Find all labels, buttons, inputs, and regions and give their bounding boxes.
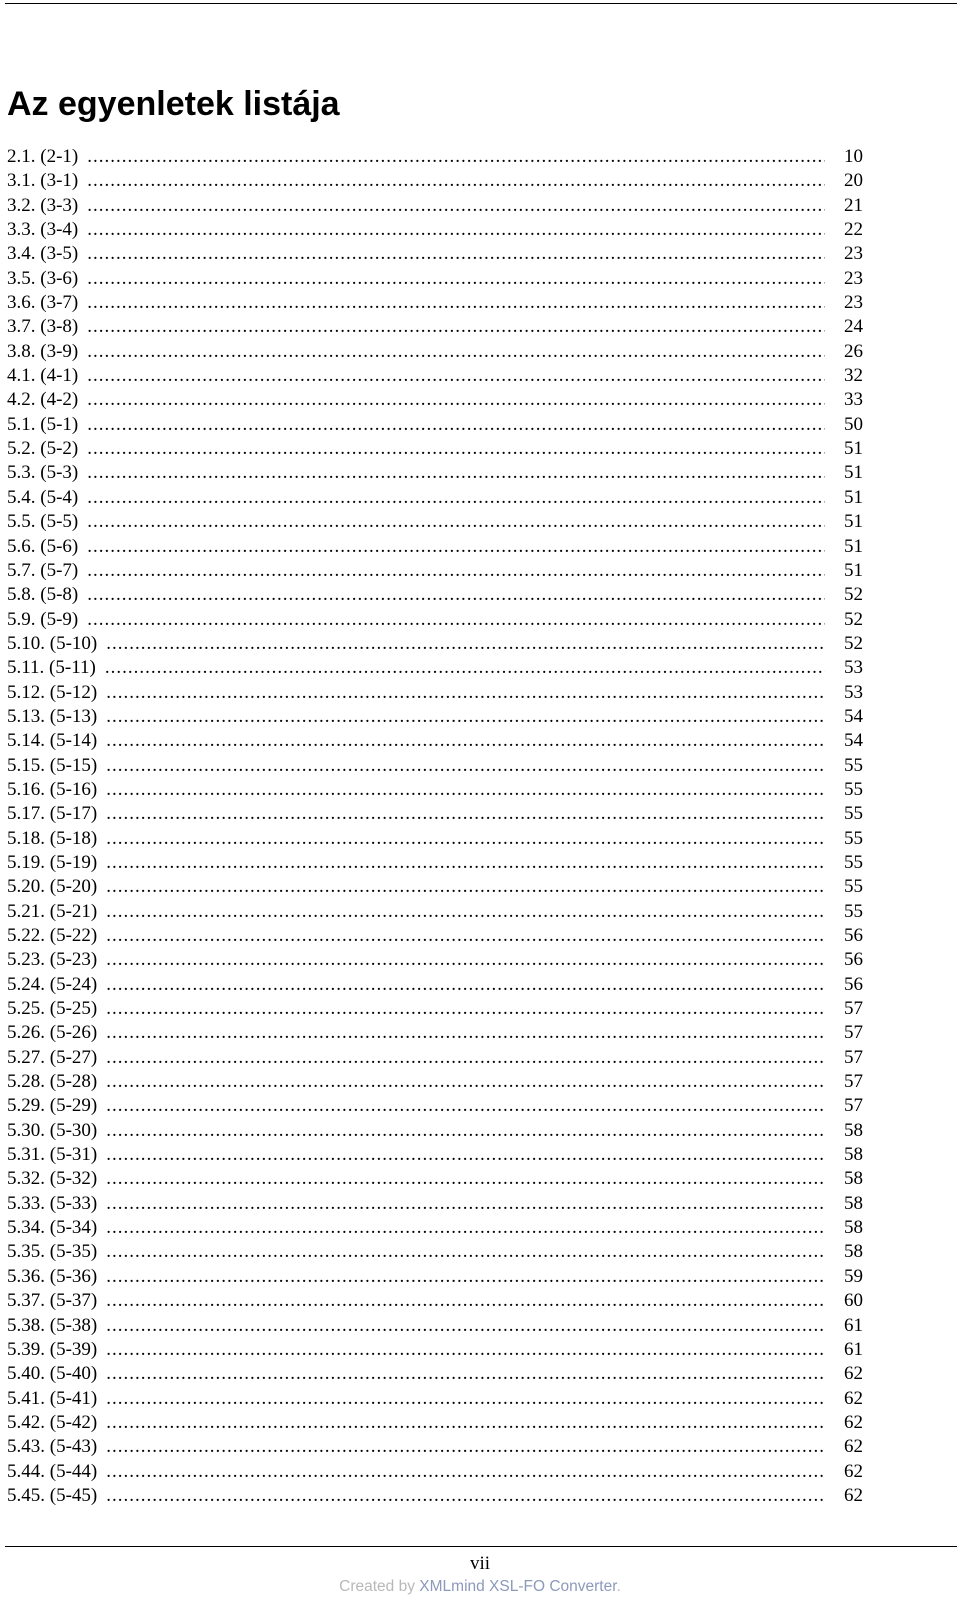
toc-entry-leader <box>106 1411 825 1435</box>
toc-entry-label: 5.20. (5-20) <box>7 876 98 898</box>
toc-entry[interactable] <box>7 729 863 753</box>
equation-list <box>7 145 863 1508</box>
toc-entry-label: 5.45. (5-45) <box>7 1484 98 1506</box>
toc-entry-page-number: 56 <box>844 925 863 946</box>
toc-entry-leader <box>106 1435 825 1459</box>
toc-entry[interactable] <box>7 1240 863 1264</box>
toc-entry[interactable] <box>7 778 863 802</box>
toc-entry-page-number: 57 <box>844 998 863 1020</box>
toc-entry-page-number: 55 <box>844 876 863 898</box>
toc-entry-leader <box>87 169 825 193</box>
toc-entry[interactable] <box>7 535 863 559</box>
toc-entry[interactable] <box>7 754 863 778</box>
toc-entry-page-number: 32 <box>844 365 863 387</box>
toc-entry-page-number: 57 <box>844 1071 863 1093</box>
toc-entry-leader <box>106 681 825 705</box>
toc-entry-page-number: 52 <box>844 584 863 606</box>
toc-entry-leader <box>106 1216 825 1240</box>
toc-entry-page-number: 55 <box>844 900 863 922</box>
toc-entry-label: 5.18. (5-18) <box>7 827 98 849</box>
toc-entry-label: 3.7. (3-8) <box>7 316 79 338</box>
toc-entry-label: 5.11. (5-11) <box>7 657 96 679</box>
toc-entry[interactable] <box>7 145 863 169</box>
footer-rule <box>5 1546 957 1547</box>
toc-entry[interactable] <box>7 1435 863 1459</box>
toc-entry-leader <box>106 1314 825 1338</box>
toc-entry-leader <box>87 413 825 437</box>
toc-entry-label: 5.27. (5-27) <box>7 1046 98 1068</box>
toc-entry-leader <box>106 1240 825 1264</box>
created-by-product: XMLmind XSL-FO Converter <box>419 1578 617 1595</box>
toc-entry[interactable] <box>7 291 863 315</box>
toc-entry-leader <box>106 1460 825 1484</box>
toc-entry-label: 5.3. (5-3) <box>7 462 79 484</box>
toc-entry[interactable] <box>7 681 863 705</box>
toc-entry-label: 5.21. (5-21) <box>7 900 98 922</box>
toc-entry[interactable] <box>7 1484 863 1508</box>
toc-entry-page-number: 61 <box>844 1314 863 1336</box>
toc-entry-label: 5.35. (5-35) <box>7 1241 98 1263</box>
toc-entry-leader <box>87 291 825 315</box>
toc-entry-label: 4.1. (4-1) <box>7 365 79 387</box>
toc-entry-page-number: 62 <box>844 1363 863 1385</box>
toc-entry-label: 5.42. (5-42) <box>7 1411 98 1433</box>
toc-entry-label: 5.29. (5-29) <box>7 1095 98 1117</box>
toc-entry[interactable] <box>7 218 863 242</box>
toc-entry[interactable] <box>7 802 863 826</box>
toc-entry-page-number: 58 <box>844 1241 863 1263</box>
toc-entry[interactable] <box>7 1119 863 1143</box>
toc-entry[interactable] <box>7 1265 863 1289</box>
toc-entry-leader <box>87 242 825 266</box>
toc-entry[interactable] <box>7 364 863 388</box>
toc-entry[interactable] <box>7 388 863 412</box>
toc-entry-page-number: 60 <box>844 1290 863 1312</box>
toc-entry[interactable] <box>7 1143 863 1167</box>
toc-entry-label: 5.17. (5-17) <box>7 803 98 825</box>
toc-entry[interactable] <box>7 948 863 972</box>
page-title: Az egyenletek listája <box>7 85 340 123</box>
toc-entry-leader <box>106 1070 825 1094</box>
toc-entry[interactable] <box>7 1314 863 1338</box>
toc-entry-page-number: 51 <box>844 486 863 508</box>
toc-entry-label: 5.5. (5-5) <box>7 511 79 533</box>
toc-entry[interactable] <box>7 900 863 924</box>
toc-entry-label: 5.15. (5-15) <box>7 754 98 776</box>
toc-entry-leader <box>105 656 825 680</box>
toc-entry-page-number: 55 <box>844 803 863 825</box>
toc-entry-page-number: 56 <box>844 973 863 995</box>
toc-entry[interactable] <box>7 169 863 193</box>
toc-entry-leader <box>106 1192 825 1216</box>
toc-entry-label: 5.40. (5-40) <box>7 1363 98 1385</box>
toc-entry-page-number: 55 <box>844 851 863 873</box>
toc-entry[interactable] <box>7 315 863 339</box>
toc-entry-leader <box>87 194 825 218</box>
toc-entry-leader <box>87 583 825 607</box>
toc-entry[interactable] <box>7 973 863 997</box>
toc-entry-label: 3.4. (3-5) <box>7 243 79 265</box>
toc-entry-page-number: 21 <box>844 194 863 216</box>
toc-entry-leader <box>106 1362 825 1386</box>
toc-entry[interactable] <box>7 1070 863 1094</box>
toc-entry-page-number: 54 <box>844 730 863 752</box>
toc-entry-leader <box>87 486 825 510</box>
toc-entry-label: 5.30. (5-30) <box>7 1119 98 1141</box>
toc-entry-page-number: 62 <box>844 1460 863 1482</box>
toc-entry-page-number: 57 <box>844 1095 863 1117</box>
toc-entry-label: 5.12. (5-12) <box>7 681 98 703</box>
toc-entry-leader <box>106 924 825 948</box>
toc-entry-leader <box>106 705 825 729</box>
toc-entry-page-number: 62 <box>844 1436 863 1458</box>
toc-entry[interactable] <box>7 486 863 510</box>
toc-entry-leader <box>106 973 825 997</box>
page-number: vii <box>469 1553 491 1574</box>
toc-entry-leader <box>106 1119 825 1143</box>
toc-entry-leader <box>87 608 825 632</box>
toc-entry-label: 5.25. (5-25) <box>7 998 98 1020</box>
toc-entry-page-number: 56 <box>844 949 863 971</box>
toc-entry-page-number: 53 <box>844 657 863 679</box>
toc-entry-page-number: 22 <box>844 219 863 241</box>
toc-entry-page-number: 58 <box>844 1217 863 1239</box>
toc-entry-page-number: 10 <box>844 146 863 167</box>
toc-entry-leader <box>106 1046 825 1070</box>
toc-entry-page-number: 53 <box>844 681 863 703</box>
toc-entry-leader <box>106 1143 825 1167</box>
toc-entry-label: 4.2. (4-2) <box>7 389 79 411</box>
toc-entry-page-number: 20 <box>844 170 863 192</box>
toc-entry-page-number: 58 <box>844 1192 863 1214</box>
toc-entry-page-number: 23 <box>844 243 863 265</box>
toc-entry-page-number: 57 <box>844 1046 863 1068</box>
toc-entry-label: 5.38. (5-38) <box>7 1314 98 1336</box>
toc-entry[interactable] <box>7 1460 863 1484</box>
toc-entry[interactable] <box>7 1094 863 1118</box>
toc-entry-leader <box>106 1167 825 1191</box>
toc-entry-page-number: 57 <box>844 1022 863 1044</box>
toc-entry[interactable] <box>7 827 863 851</box>
toc-entry-leader <box>106 1387 825 1411</box>
toc-entry-leader <box>106 1265 825 1289</box>
toc-entry-leader <box>87 388 825 412</box>
toc-entry-leader <box>106 997 825 1021</box>
toc-entry[interactable] <box>7 1216 863 1240</box>
toc-entry-label: 5.4. (5-4) <box>7 486 79 508</box>
toc-entry-leader <box>106 1289 825 1313</box>
toc-entry[interactable] <box>7 1167 863 1191</box>
toc-entry-label: 5.2. (5-2) <box>7 438 79 460</box>
toc-entry[interactable] <box>7 583 863 607</box>
toc-entry-label: 5.43. (5-43) <box>7 1436 98 1458</box>
toc-entry[interactable] <box>7 1411 863 1435</box>
toc-entry-leader <box>87 145 825 169</box>
toc-entry-page-number: 51 <box>844 438 863 460</box>
toc-entry-leader <box>106 900 825 924</box>
toc-entry-label: 5.13. (5-13) <box>7 705 98 727</box>
toc-entry-page-number: 26 <box>844 340 863 362</box>
toc-entry-label: 5.32. (5-32) <box>7 1168 98 1190</box>
toc-entry-label: 5.23. (5-23) <box>7 949 98 971</box>
toc-entry[interactable] <box>7 340 863 364</box>
toc-entry-label: 3.5. (3-6) <box>7 267 79 289</box>
toc-entry-leader <box>106 754 825 778</box>
toc-entry-label: 3.2. (3-3) <box>7 194 79 216</box>
toc-entry-leader <box>87 535 825 559</box>
toc-entry-label: 5.39. (5-39) <box>7 1338 98 1360</box>
toc-entry-label: 5.36. (5-36) <box>7 1265 98 1287</box>
toc-entry-label: 5.34. (5-34) <box>7 1217 98 1239</box>
toc-entry-label: 3.3. (3-4) <box>7 219 79 241</box>
toc-entry[interactable] <box>7 1362 863 1386</box>
toc-entry[interactable] <box>7 559 863 583</box>
toc-entry-leader <box>106 1338 825 1362</box>
toc-entry[interactable] <box>7 608 863 632</box>
toc-entry-label: 5.26. (5-26) <box>7 1022 98 1044</box>
toc-entry-leader <box>87 510 825 534</box>
created-by-suffix: . <box>616 1578 621 1595</box>
toc-entry-label: 5.8. (5-8) <box>7 584 79 606</box>
toc-entry[interactable] <box>7 656 863 680</box>
toc-entry[interactable] <box>7 875 863 899</box>
toc-entry[interactable] <box>7 1338 863 1362</box>
toc-entry-page-number: 33 <box>844 389 863 411</box>
toc-entry[interactable] <box>7 242 863 266</box>
toc-entry-leader <box>106 827 825 851</box>
toc-entry-label: 5.10. (5-10) <box>7 632 98 654</box>
toc-entry-leader <box>87 437 825 461</box>
toc-entry-leader <box>106 1484 825 1508</box>
toc-entry[interactable] <box>7 267 863 291</box>
toc-entry-page-number: 58 <box>844 1168 863 1190</box>
toc-entry-label: 5.37. (5-37) <box>7 1290 98 1312</box>
toc-entry-label: 5.1. (5-1) <box>7 413 79 435</box>
toc-entry-page-number: 59 <box>844 1265 863 1287</box>
toc-entry-leader <box>106 851 825 875</box>
header-rule <box>5 3 957 4</box>
toc-entry-leader <box>87 267 825 291</box>
toc-entry-leader <box>87 461 825 485</box>
toc-entry-leader <box>106 1021 825 1045</box>
toc-entry-page-number: 58 <box>844 1119 863 1141</box>
toc-entry-label: 5.33. (5-33) <box>7 1192 98 1214</box>
toc-entry-leader <box>87 340 825 364</box>
toc-entry-page-number: 61 <box>844 1338 863 1360</box>
toc-entry-page-number: 51 <box>844 511 863 533</box>
toc-entry-label: 5.31. (5-31) <box>7 1144 98 1166</box>
toc-entry-label: 5.7. (5-7) <box>7 559 79 581</box>
toc-entry-page-number: 52 <box>844 608 863 630</box>
toc-entry-leader <box>87 364 825 388</box>
toc-entry-page-number: 51 <box>844 535 863 557</box>
toc-entry[interactable] <box>7 413 863 437</box>
toc-entry-page-number: 24 <box>844 316 863 338</box>
toc-entry[interactable] <box>7 1046 863 1070</box>
toc-entry-leader <box>106 729 825 753</box>
toc-entry-label: 2.1. (2-1) <box>7 146 79 167</box>
toc-entry[interactable] <box>7 1387 863 1411</box>
toc-entry-page-number: 52 <box>844 632 863 654</box>
toc-entry[interactable] <box>7 510 863 534</box>
toc-entry[interactable] <box>7 461 863 485</box>
toc-entry-label: 5.24. (5-24) <box>7 973 98 995</box>
created-by-prefix: Created by <box>339 1578 420 1595</box>
toc-entry-leader <box>87 559 825 583</box>
toc-entry-label: 5.44. (5-44) <box>7 1460 98 1482</box>
toc-entry-label: 5.22. (5-22) <box>7 925 98 946</box>
toc-entry-leader <box>106 875 825 899</box>
toc-entry-leader <box>106 802 825 826</box>
toc-entry-label: 5.14. (5-14) <box>7 730 98 752</box>
toc-entry-leader <box>87 218 825 242</box>
toc-entry-page-number: 55 <box>844 754 863 776</box>
toc-entry[interactable] <box>7 194 863 218</box>
toc-entry[interactable] <box>7 997 863 1021</box>
toc-entry-page-number: 62 <box>844 1387 863 1409</box>
toc-entry-page-number: 55 <box>844 827 863 849</box>
toc-entry-label: 5.19. (5-19) <box>7 851 98 873</box>
toc-entry-page-number: 51 <box>844 462 863 484</box>
toc-entry-page-number: 62 <box>844 1411 863 1433</box>
toc-entry[interactable] <box>7 1021 863 1045</box>
toc-entry-page-number: 23 <box>844 292 863 314</box>
toc-entry-label: 5.9. (5-9) <box>7 608 79 630</box>
toc-entry[interactable] <box>7 437 863 461</box>
toc-entry-label: 5.41. (5-41) <box>7 1387 98 1409</box>
toc-entry-label: 5.28. (5-28) <box>7 1071 98 1093</box>
toc-entry-label: 3.8. (3-9) <box>7 340 79 362</box>
toc-entry-page-number: 51 <box>844 559 863 581</box>
toc-entry-page-number: 50 <box>844 413 863 435</box>
toc-entry-label: 5.6. (5-6) <box>7 535 79 557</box>
toc-entry[interactable] <box>7 1289 863 1313</box>
toc-entry-page-number: 62 <box>844 1484 863 1506</box>
toc-entry-leader <box>106 778 825 802</box>
toc-entry[interactable] <box>7 632 863 656</box>
toc-entry[interactable] <box>7 1192 863 1216</box>
toc-entry-leader <box>106 948 825 972</box>
toc-entry-page-number: 58 <box>844 1144 863 1166</box>
toc-entry-page-number: 55 <box>844 778 863 800</box>
toc-entry[interactable] <box>7 705 863 729</box>
toc-entry-leader <box>87 315 825 339</box>
toc-entry-page-number: 23 <box>844 267 863 289</box>
toc-entry-leader <box>106 632 825 656</box>
toc-entry-label: 3.1. (3-1) <box>7 170 79 192</box>
toc-entry-page-number: 54 <box>844 705 863 727</box>
created-by-watermark <box>0 1577 960 1597</box>
toc-entry[interactable] <box>7 851 863 875</box>
toc-entry-label: 3.6. (3-7) <box>7 292 79 314</box>
toc-entry[interactable] <box>7 924 863 948</box>
toc-entry-leader <box>106 1094 825 1118</box>
toc-entry-label: 5.16. (5-16) <box>7 778 98 800</box>
